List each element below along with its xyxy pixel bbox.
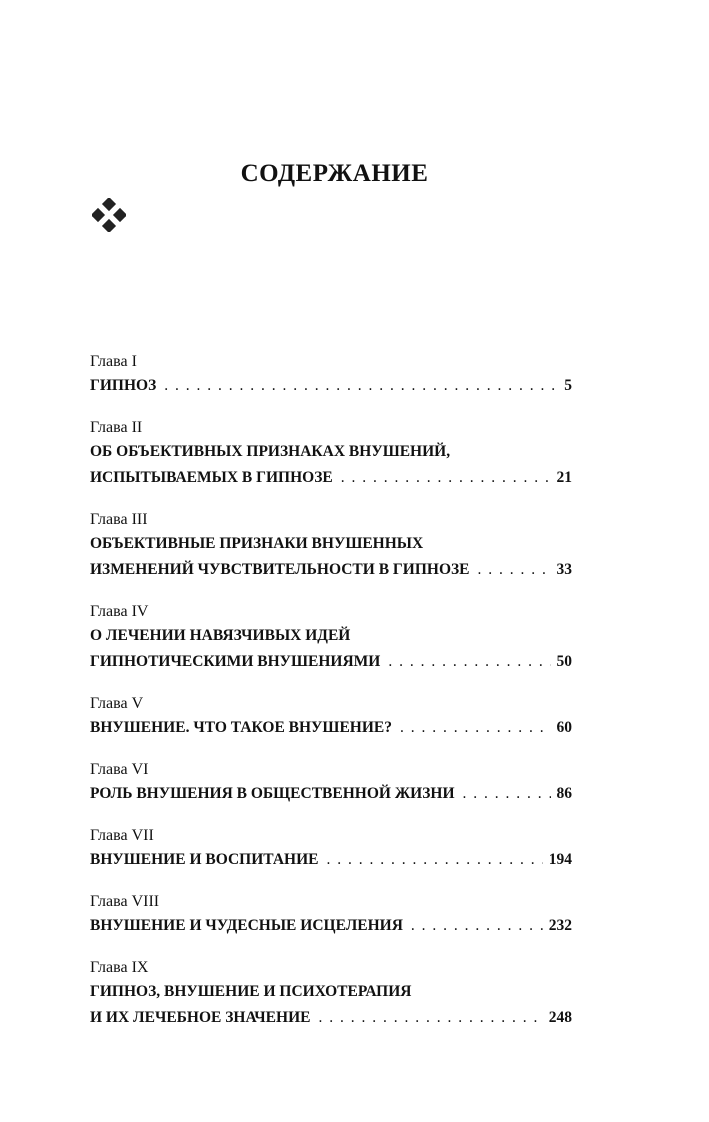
dot-leader — [341, 465, 551, 491]
page-number: 60 — [556, 719, 572, 736]
chapter-title-line: ИЗМЕНЕНИЙ ЧУВСТВИТЕЛЬНОСТИ В ГИПНОЗЕ — [90, 561, 470, 578]
toc-line — [90, 781, 572, 807]
dot-leader — [327, 847, 543, 873]
toc-entry[interactable] — [90, 825, 572, 873]
dot-leader — [388, 649, 550, 675]
dot-leader — [400, 715, 551, 741]
toc-line — [90, 1005, 572, 1031]
chapter-title-line: О ЛЕЧЕНИИ НАВЯЗЧИВЫХ ИДЕЙ — [90, 627, 351, 644]
toc-entry[interactable] — [90, 759, 572, 807]
toc-line — [90, 465, 572, 491]
toc-line — [90, 913, 572, 939]
chapter-title-line: ГИПНОЗ — [90, 377, 157, 394]
chapter-label: Глава IV — [90, 603, 149, 620]
chapter-label: Глава II — [90, 419, 143, 436]
chapter-title-line: РОЛЬ ВНУШЕНИЯ В ОБЩЕСТВЕННОЙ ЖИЗНИ — [90, 785, 455, 802]
chapter-title-line: ИСПЫТЫВАЕМЫХ В ГИПНОЗЕ — [90, 469, 333, 486]
toc-entry[interactable] — [90, 891, 572, 939]
chapter-label: Глава VIII — [90, 893, 160, 910]
toc-line — [90, 715, 572, 741]
chapter-label: Глава III — [90, 511, 148, 528]
page-number: 5 — [564, 377, 572, 394]
chapter-title-line: ОБЪЕКТИВНЫЕ ПРИЗНАКИ ВНУШЕННЫХ — [90, 535, 424, 552]
chapter-title-line: ОБ ОБЪЕКТИВНЫХ ПРИЗНАКАХ ВНУШЕНИЙ, — [90, 443, 451, 460]
page-number: 33 — [556, 561, 572, 578]
toc-entry[interactable] — [90, 693, 572, 741]
dot-leader — [411, 913, 543, 939]
toc-entry[interactable] — [90, 957, 572, 1031]
toc-entry[interactable] — [90, 601, 572, 675]
chapter-title-line: ВНУШЕНИЕ И ВОСПИТАНИЕ — [90, 851, 319, 868]
toc-line — [90, 847, 572, 873]
chapter-label: Глава IX — [90, 959, 149, 976]
dot-leader — [318, 1005, 542, 1031]
toc-entry[interactable] — [90, 417, 572, 491]
chapter-label: Глава I — [90, 353, 137, 370]
chapter-title-line: ГИПНОТИЧЕСКИМИ ВНУШЕНИЯМИ — [90, 653, 381, 670]
toc-line — [90, 649, 572, 675]
toc-entry[interactable] — [90, 351, 572, 399]
page-number: 194 — [548, 851, 572, 868]
toc-entry[interactable] — [90, 509, 572, 583]
dot-leader — [164, 373, 558, 399]
chapter-label: Глава VII — [90, 827, 154, 844]
page-number: 50 — [556, 653, 572, 670]
chapter-label: Глава VI — [90, 761, 149, 778]
chapter-title-line: ВНУШЕНИЕ И ЧУДЕСНЫЕ ИСЦЕЛЕНИЯ — [90, 917, 403, 934]
dot-leader — [478, 557, 551, 583]
diamond-cluster-icon — [92, 198, 126, 232]
chapter-title-line: И ИХ ЛЕЧЕБНОЕ ЗНАЧЕНИЕ — [90, 1009, 311, 1026]
dot-leader — [463, 781, 551, 807]
page-number: 21 — [556, 469, 572, 486]
table-of-contents — [90, 351, 572, 1049]
toc-line — [90, 557, 572, 583]
page-title: СОДЕРЖАНИЕ — [240, 159, 429, 187]
page-number: 86 — [556, 785, 572, 802]
toc-line — [90, 373, 572, 399]
chapter-title-line: ГИПНОЗ, ВНУШЕНИЕ И ПСИХОТЕРАПИЯ — [90, 983, 412, 1000]
page-number: 232 — [548, 917, 572, 934]
chapter-title-line: ВНУШЕНИЕ. ЧТО ТАКОЕ ВНУШЕНИЕ? — [90, 719, 392, 736]
page-number: 248 — [548, 1009, 572, 1026]
chapter-label: Глава V — [90, 695, 144, 712]
